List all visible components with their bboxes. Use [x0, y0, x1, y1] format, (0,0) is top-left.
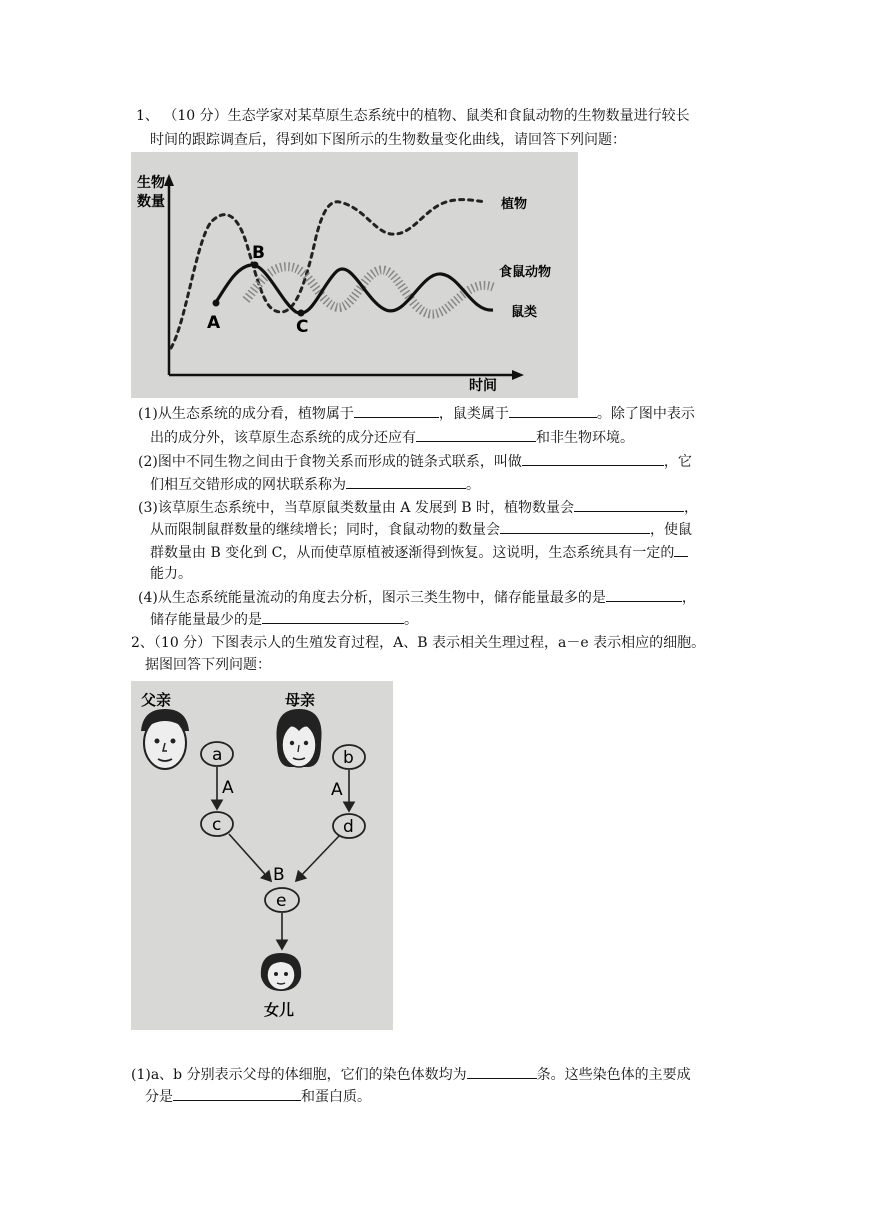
y-axis-label-2: 数量 — [137, 194, 165, 210]
point-a-marker — [213, 300, 220, 307]
y-axis-label-1: 生物 — [137, 175, 165, 191]
population-curve-svg — [131, 152, 578, 398]
mother-label: 母亲 — [285, 691, 316, 709]
mouse-curve — [246, 267, 493, 314]
q1-blank-self-regulation[interactable] — [674, 542, 688, 557]
y-axis-arrow — [164, 174, 174, 186]
daughter-label: 女儿 — [264, 1001, 295, 1019]
q1-part4-line1: (4)从生态系统能量流动的角度去分析，图示三类生物中，储存能量最多的是 ， — [138, 587, 696, 608]
q1-blank-other-component[interactable] — [416, 427, 536, 442]
q1-intro-line1: 1、 （10 分）生态学家对某草原生态系统中的植物、鼠类和食鼠动物的生物数量进行较长 — [136, 108, 690, 124]
arrow-c-to-e — [229, 834, 271, 881]
q1-part3-line2: 从而限制鼠群数量的继续增长；同时，食鼠动物的数量会 ，使鼠 — [150, 519, 692, 540]
legend-plant-label: 植物 — [501, 197, 528, 212]
q1-blank-least-energy[interactable] — [262, 609, 404, 624]
q1-blank-food-chain[interactable] — [522, 451, 664, 466]
legend-predator-label: 食鼠动物 — [499, 265, 552, 280]
reproduction-diagram-svg — [131, 681, 393, 1030]
q1-part2-line2: 们相互交错形成的网状联系称为 。 — [150, 474, 480, 495]
q2-blank-chromosome-count[interactable] — [467, 1064, 537, 1079]
father-face-icon — [141, 709, 189, 769]
q1-part1-line1: (1)从生态系统的成分看，植物属于 ，鼠类属于 。除了图中表示 — [138, 403, 695, 424]
population-curve-figure — [131, 152, 578, 398]
q1-intro-line2: 时间的跟踪调查后，得到如下图所示的生物数量变化曲线，请回答下列问题： — [150, 132, 626, 148]
cell-a-label: a — [212, 745, 223, 765]
q1-part3-line3: 群数量由 B 变化到 C，从而使草原植被逐渐得到恢复。这说明，生态系统具有一定的 — [150, 542, 688, 563]
point-c-label: C — [296, 317, 309, 337]
q2-blank-chromosome-component[interactable] — [173, 1086, 301, 1101]
q1-part1-line2: 出的成分外，该草原生态系统的成分还应有 和非生物环境。 — [150, 427, 634, 448]
q1-part3-line4: 能力。 — [150, 566, 192, 582]
cell-d-label: d — [343, 817, 354, 837]
point-c-marker — [298, 310, 305, 317]
mother-face-icon — [276, 709, 321, 767]
q1-blank-most-energy[interactable] — [606, 587, 682, 602]
point-a-label: A — [207, 313, 221, 333]
cell-b-label: b — [343, 748, 354, 768]
q1-part4-line2: 储存能量最少的是 。 — [150, 609, 418, 630]
q1-part3-line1: (3)该草原生态系统中，当草原鼠类数量由 A 发展到 B 时，植物数量会 ， — [138, 497, 698, 518]
q2-intro-line1: 2、（10 分）下图表示人的生殖发育过程，A、B 表示相关生理过程，a－e 表示相应的细胞。 — [131, 635, 706, 651]
q1-part2-line1: (2)图中不同生物之间由于食物关系而形成的链条式联系，叫做 ，它 — [138, 451, 692, 472]
process-a-right-label: A — [331, 780, 343, 800]
arrow-d-to-e — [296, 836, 339, 881]
daughter-face-icon — [261, 953, 301, 991]
x-axis-label: 时间 — [469, 378, 497, 394]
q1-blank-plant-change[interactable] — [574, 497, 684, 512]
cell-c-label: c — [212, 815, 222, 835]
process-b-label: B — [273, 865, 285, 885]
q2-part1-line2: 分是 和蛋白质。 — [145, 1086, 371, 1107]
q1-blank-mouse-role[interactable] — [509, 403, 597, 418]
point-b-label: B — [252, 243, 265, 263]
q1-blank-food-web[interactable] — [346, 474, 466, 489]
cell-e-label: e — [276, 891, 287, 911]
q1-blank-predator-change[interactable] — [500, 519, 650, 534]
q2-part1-line1: (1)a、b 分别表示父母的体细胞，它们的染色体数均为 条。这些染色体的主要成 — [131, 1064, 691, 1085]
q1-blank-plant-role[interactable] — [354, 403, 439, 418]
reproduction-diagram-figure — [131, 681, 393, 1030]
process-a-left-label: A — [222, 778, 234, 798]
father-label: 父亲 — [141, 691, 172, 709]
q2-intro-line2: 据图回答下列问题： — [145, 657, 271, 673]
x-axis-arrow — [512, 370, 524, 380]
legend-mouse-label: 鼠类 — [511, 305, 538, 320]
